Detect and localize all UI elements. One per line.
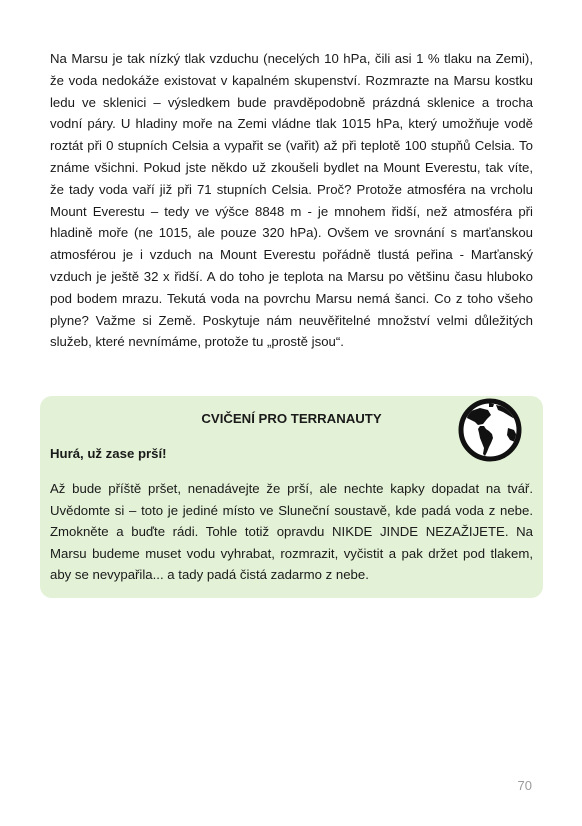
body-paragraph: Na Marsu je tak nízký tlak vzduchu (necelých 10 hPa, čili asi 1 % tlaku na Zemi), že voda nedokáže existovat v kapalném skupenství. Rozmrazte na Marsu kostku ledu ve sklenici – výsledkem bude pravděpodobně prázdná sklenice a trocha vodní páry. U hladiny moře na Zemi vládne tlak 1015 hPa, který umožňuje vodě roztát při 0 stupních Celsia a vypařit se (vařit) až při teplotě 100 stupňů Celsia. To známe všichni. Pokud jste někdo už zkoušeli bydlet na Mount Everestu, tak víte, že tady voda vaří již při 71 stupních Celsia. Proč? Protože atmosféra na vrcholu Mount Everestu – tedy ve výšce 8848 m - je mnohem řidší, než atmosféra při hladině moře (ne 1015, ale pouze 320 hPa). Ovšem ve srovnání s marťanskou atmosférou je i vzduch na Mount Everestu pořádně tlustá peřina - Marťanský vzduch je ještě 32 x řidší. A do toho je teplota na Marsu po většinu času hluboko pod bodem mrazu. Tekutá voda na povrchu Marsu nemá šanci. Co z toho všeho plyne? Važme si Země. Poskytuje nám neuvěřitelné množství velmi důležitých služeb, které nevnímáme, protože tu „prostě jsou“. xyxy=(50,51,533,350)
exercise-subtitle: Hurá, už zase prší! xyxy=(50,446,167,461)
exercise-text: Až bude příště pršet, nenadávejte že prší, ale nechte kapky dopadat na tvář. Uvědomte si – toto je jediné místo ve Sluneční soustavě, kde padá voda z nebe. Zmokněte a buďte rádi. Tohle totiž opravdu NIKDE JINDE NEZAŽIJETE. Na Marsu budeme muset vodu vyhrabat, rozmrazit, vyčistit a pak držet pod tlakem, aby se nevypařila... a tady padá čistá zadarmo z nebe. xyxy=(50,481,533,583)
page-number: 70 xyxy=(517,778,532,793)
globe-icon xyxy=(458,398,522,462)
exercise-box xyxy=(40,396,543,598)
exercise-title: CVIČENÍ PRO TERRANAUTY xyxy=(201,411,382,426)
